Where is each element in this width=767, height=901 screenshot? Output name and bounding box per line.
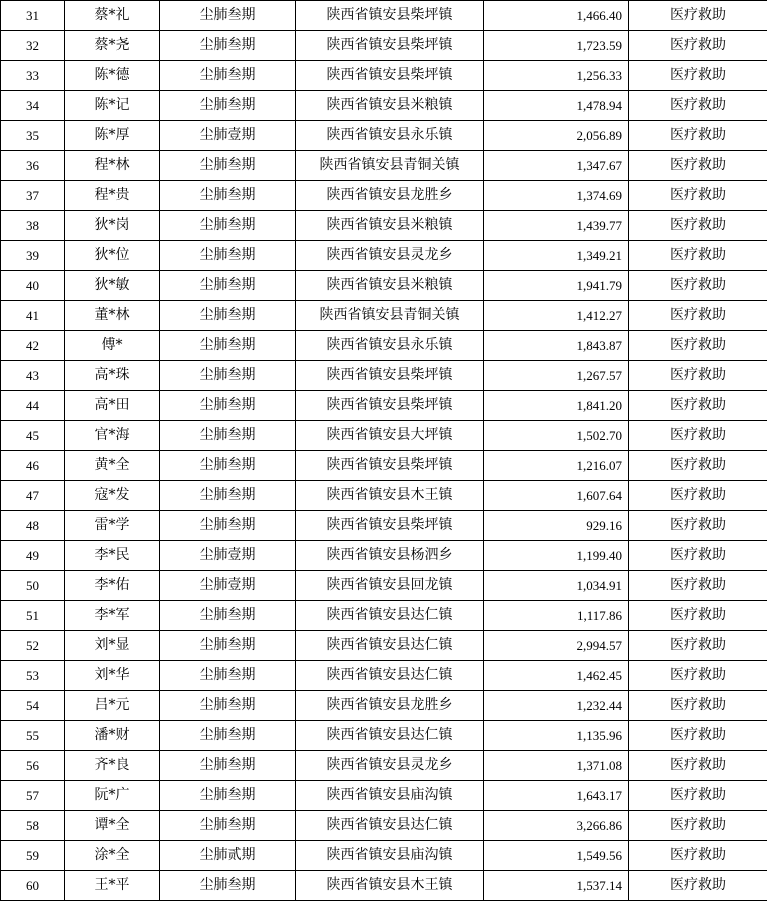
aid-type-cell: 医疗救助 [629, 691, 767, 721]
table-row [1, 151, 767, 181]
row-number-cell: 51 [1, 601, 65, 631]
table-row [1, 781, 767, 811]
table-row [1, 91, 767, 121]
aid-type-cell: 医疗救助 [629, 781, 767, 811]
row-number-cell: 52 [1, 631, 65, 661]
address-cell: 陕西省镇安县达仁镇 [296, 721, 484, 751]
amount-cell: 1,267.57 [484, 361, 629, 391]
name-cell: 高*田 [65, 391, 160, 421]
aid-type-cell: 医疗救助 [629, 151, 767, 181]
address-cell: 陕西省镇安县柴坪镇 [296, 451, 484, 481]
disease-stage-cell: 尘肺叁期 [160, 661, 296, 691]
name-cell: 谭*全 [65, 811, 160, 841]
amount-cell: 1,843.87 [484, 331, 629, 361]
aid-type-cell: 医疗救助 [629, 481, 767, 511]
row-number-cell: 43 [1, 361, 65, 391]
row-number-cell: 44 [1, 391, 65, 421]
table-row [1, 691, 767, 721]
table-row [1, 241, 767, 271]
amount-cell: 1,232.44 [484, 691, 629, 721]
address-cell: 陕西省镇安县达仁镇 [296, 601, 484, 631]
amount-cell: 1,941.79 [484, 271, 629, 301]
aid-type-cell: 医疗救助 [629, 211, 767, 241]
disease-stage-cell: 尘肺叁期 [160, 91, 296, 121]
address-cell: 陕西省镇安县达仁镇 [296, 811, 484, 841]
aid-type-cell: 医疗救助 [629, 331, 767, 361]
name-cell: 李*佑 [65, 571, 160, 601]
aid-type-cell: 医疗救助 [629, 661, 767, 691]
amount-cell: 1,349.21 [484, 241, 629, 271]
disease-stage-cell: 尘肺叁期 [160, 271, 296, 301]
table-row [1, 541, 767, 571]
aid-type-cell: 医疗救助 [629, 871, 767, 901]
amount-cell: 3,266.86 [484, 811, 629, 841]
table-row [1, 421, 767, 451]
address-cell: 陕西省镇安县柴坪镇 [296, 61, 484, 91]
name-cell: 李*军 [65, 601, 160, 631]
aid-type-cell: 医疗救助 [629, 751, 767, 781]
name-cell: 陈*记 [65, 91, 160, 121]
address-cell: 陕西省镇安县米粮镇 [296, 271, 484, 301]
address-cell: 陕西省镇安县永乐镇 [296, 331, 484, 361]
row-number-cell: 40 [1, 271, 65, 301]
disease-stage-cell: 尘肺叁期 [160, 451, 296, 481]
address-cell: 陕西省镇安县达仁镇 [296, 661, 484, 691]
table-row [1, 391, 767, 421]
disease-stage-cell: 尘肺壹期 [160, 571, 296, 601]
name-cell: 狄*位 [65, 241, 160, 271]
name-cell: 陈*厚 [65, 121, 160, 151]
address-cell: 陕西省镇安县回龙镇 [296, 571, 484, 601]
name-cell: 齐*良 [65, 751, 160, 781]
disease-stage-cell: 尘肺壹期 [160, 121, 296, 151]
disease-stage-cell: 尘肺叁期 [160, 211, 296, 241]
row-number-cell: 34 [1, 91, 65, 121]
disease-stage-cell: 尘肺叁期 [160, 361, 296, 391]
disease-stage-cell: 尘肺叁期 [160, 751, 296, 781]
disease-stage-cell: 尘肺叁期 [160, 601, 296, 631]
amount-cell: 1,478.94 [484, 91, 629, 121]
row-number-cell: 37 [1, 181, 65, 211]
amount-cell: 1,607.64 [484, 481, 629, 511]
address-cell: 陕西省镇安县木王镇 [296, 871, 484, 901]
name-cell: 潘*财 [65, 721, 160, 751]
name-cell: 官*海 [65, 421, 160, 451]
row-number-cell: 38 [1, 211, 65, 241]
name-cell: 高*珠 [65, 361, 160, 391]
table-row [1, 451, 767, 481]
aid-type-cell: 医疗救助 [629, 31, 767, 61]
name-cell: 程*林 [65, 151, 160, 181]
table-row [1, 361, 767, 391]
amount-cell: 1,841.20 [484, 391, 629, 421]
name-cell: 雷*学 [65, 511, 160, 541]
name-cell: 黄*全 [65, 451, 160, 481]
address-cell: 陕西省镇安县米粮镇 [296, 211, 484, 241]
amount-cell: 1,462.45 [484, 661, 629, 691]
row-number-cell: 58 [1, 811, 65, 841]
aid-type-cell: 医疗救助 [629, 121, 767, 151]
disease-stage-cell: 尘肺叁期 [160, 1, 296, 31]
amount-cell: 1,135.96 [484, 721, 629, 751]
table-row [1, 301, 767, 331]
table-row [1, 661, 767, 691]
name-cell: 董*林 [65, 301, 160, 331]
address-cell: 陕西省镇安县米粮镇 [296, 91, 484, 121]
disease-stage-cell: 尘肺叁期 [160, 871, 296, 901]
table-row [1, 31, 767, 61]
disease-stage-cell: 尘肺叁期 [160, 721, 296, 751]
amount-cell: 1,466.40 [484, 1, 629, 31]
disease-stage-cell: 尘肺叁期 [160, 31, 296, 61]
amount-cell: 1,549.56 [484, 841, 629, 871]
disease-stage-cell: 尘肺叁期 [160, 511, 296, 541]
row-number-cell: 55 [1, 721, 65, 751]
row-number-cell: 59 [1, 841, 65, 871]
amount-cell: 929.16 [484, 511, 629, 541]
name-cell: 刘*显 [65, 631, 160, 661]
disease-stage-cell: 尘肺叁期 [160, 301, 296, 331]
disease-stage-cell: 尘肺叁期 [160, 481, 296, 511]
table-row [1, 631, 767, 661]
row-number-cell: 53 [1, 661, 65, 691]
table-row [1, 601, 767, 631]
name-cell: 王*平 [65, 871, 160, 901]
aid-type-cell: 医疗救助 [629, 571, 767, 601]
aid-type-cell: 医疗救助 [629, 1, 767, 31]
row-number-cell: 45 [1, 421, 65, 451]
table-row [1, 61, 767, 91]
address-cell: 陕西省镇安县柴坪镇 [296, 511, 484, 541]
aid-type-cell: 医疗救助 [629, 451, 767, 481]
table-row [1, 211, 767, 241]
aid-type-cell: 医疗救助 [629, 61, 767, 91]
aid-type-cell: 医疗救助 [629, 181, 767, 211]
amount-cell: 2,994.57 [484, 631, 629, 661]
amount-cell: 1,034.91 [484, 571, 629, 601]
aid-type-cell: 医疗救助 [629, 391, 767, 421]
address-cell: 陕西省镇安县柴坪镇 [296, 1, 484, 31]
disease-stage-cell: 尘肺叁期 [160, 691, 296, 721]
row-number-cell: 47 [1, 481, 65, 511]
disease-stage-cell: 尘肺叁期 [160, 151, 296, 181]
address-cell: 陕西省镇安县柴坪镇 [296, 391, 484, 421]
row-number-cell: 56 [1, 751, 65, 781]
amount-cell: 1,117.86 [484, 601, 629, 631]
row-number-cell: 42 [1, 331, 65, 361]
address-cell: 陕西省镇安县青铜关镇 [296, 301, 484, 331]
table-row [1, 181, 767, 211]
address-cell: 陕西省镇安县大坪镇 [296, 421, 484, 451]
table-row [1, 121, 767, 151]
row-number-cell: 39 [1, 241, 65, 271]
amount-cell: 1,256.33 [484, 61, 629, 91]
amount-cell: 1,643.17 [484, 781, 629, 811]
address-cell: 陕西省镇安县灵龙乡 [296, 241, 484, 271]
address-cell: 陕西省镇安县杨泗乡 [296, 541, 484, 571]
table-row [1, 811, 767, 841]
disease-stage-cell: 尘肺叁期 [160, 331, 296, 361]
name-cell: 刘*华 [65, 661, 160, 691]
disease-stage-cell: 尘肺叁期 [160, 61, 296, 91]
table-row [1, 331, 767, 361]
aid-type-cell: 医疗救助 [629, 91, 767, 121]
amount-cell: 1,537.14 [484, 871, 629, 901]
disease-stage-cell: 尘肺壹期 [160, 541, 296, 571]
address-cell: 陕西省镇安县龙胜乡 [296, 691, 484, 721]
table-row [1, 721, 767, 751]
address-cell: 陕西省镇安县木王镇 [296, 481, 484, 511]
disease-stage-cell: 尘肺叁期 [160, 241, 296, 271]
amount-cell: 1,439.77 [484, 211, 629, 241]
table-row [1, 271, 767, 301]
aid-type-cell: 医疗救助 [629, 271, 767, 301]
aid-type-cell: 医疗救助 [629, 811, 767, 841]
aid-type-cell: 医疗救助 [629, 511, 767, 541]
disease-stage-cell: 尘肺叁期 [160, 631, 296, 661]
amount-cell: 2,056.89 [484, 121, 629, 151]
aid-type-cell: 医疗救助 [629, 721, 767, 751]
row-number-cell: 48 [1, 511, 65, 541]
address-cell: 陕西省镇安县永乐镇 [296, 121, 484, 151]
amount-cell: 1,199.40 [484, 541, 629, 571]
amount-cell: 1,347.67 [484, 151, 629, 181]
name-cell: 李*民 [65, 541, 160, 571]
disease-stage-cell: 尘肺叁期 [160, 421, 296, 451]
aid-type-cell: 医疗救助 [629, 601, 767, 631]
aid-type-cell: 医疗救助 [629, 541, 767, 571]
table-row [1, 841, 767, 871]
table-row [1, 751, 767, 781]
address-cell: 陕西省镇安县柴坪镇 [296, 361, 484, 391]
row-number-cell: 31 [1, 1, 65, 31]
aid-type-cell: 医疗救助 [629, 361, 767, 391]
name-cell: 陈*德 [65, 61, 160, 91]
aid-type-cell: 医疗救助 [629, 841, 767, 871]
name-cell: 狄*敏 [65, 271, 160, 301]
name-cell: 蔡*尧 [65, 31, 160, 61]
address-cell: 陕西省镇安县柴坪镇 [296, 31, 484, 61]
table-row [1, 481, 767, 511]
name-cell: 阮*广 [65, 781, 160, 811]
row-number-cell: 50 [1, 571, 65, 601]
amount-cell: 1,723.59 [484, 31, 629, 61]
name-cell: 傅* [65, 331, 160, 361]
address-cell: 陕西省镇安县龙胜乡 [296, 181, 484, 211]
disease-stage-cell: 尘肺叁期 [160, 781, 296, 811]
amount-cell: 1,371.08 [484, 751, 629, 781]
amount-cell: 1,216.07 [484, 451, 629, 481]
table-body [1, 1, 767, 901]
row-number-cell: 32 [1, 31, 65, 61]
row-number-cell: 46 [1, 451, 65, 481]
row-number-cell: 57 [1, 781, 65, 811]
aid-type-cell: 医疗救助 [629, 301, 767, 331]
name-cell: 寇*发 [65, 481, 160, 511]
table-row [1, 871, 767, 901]
name-cell: 程*贵 [65, 181, 160, 211]
address-cell: 陕西省镇安县庙沟镇 [296, 781, 484, 811]
name-cell: 狄*岗 [65, 211, 160, 241]
row-number-cell: 54 [1, 691, 65, 721]
name-cell: 涂*全 [65, 841, 160, 871]
aid-type-cell: 医疗救助 [629, 421, 767, 451]
name-cell: 蔡*礼 [65, 1, 160, 31]
aid-type-cell: 医疗救助 [629, 241, 767, 271]
table-row [1, 571, 767, 601]
address-cell: 陕西省镇安县灵龙乡 [296, 751, 484, 781]
table-row [1, 511, 767, 541]
row-number-cell: 33 [1, 61, 65, 91]
disease-stage-cell: 尘肺叁期 [160, 391, 296, 421]
disease-stage-cell: 尘肺叁期 [160, 811, 296, 841]
row-number-cell: 35 [1, 121, 65, 151]
disease-stage-cell: 尘肺叁期 [160, 181, 296, 211]
name-cell: 吕*元 [65, 691, 160, 721]
disease-stage-cell: 尘肺贰期 [160, 841, 296, 871]
amount-cell: 1,374.69 [484, 181, 629, 211]
aid-type-cell: 医疗救助 [629, 631, 767, 661]
row-number-cell: 60 [1, 871, 65, 901]
amount-cell: 1,502.70 [484, 421, 629, 451]
address-cell: 陕西省镇安县达仁镇 [296, 631, 484, 661]
table-row [1, 1, 767, 31]
row-number-cell: 49 [1, 541, 65, 571]
row-number-cell: 41 [1, 301, 65, 331]
address-cell: 陕西省镇安县青铜关镇 [296, 151, 484, 181]
address-cell: 陕西省镇安县庙沟镇 [296, 841, 484, 871]
row-number-cell: 36 [1, 151, 65, 181]
amount-cell: 1,412.27 [484, 301, 629, 331]
